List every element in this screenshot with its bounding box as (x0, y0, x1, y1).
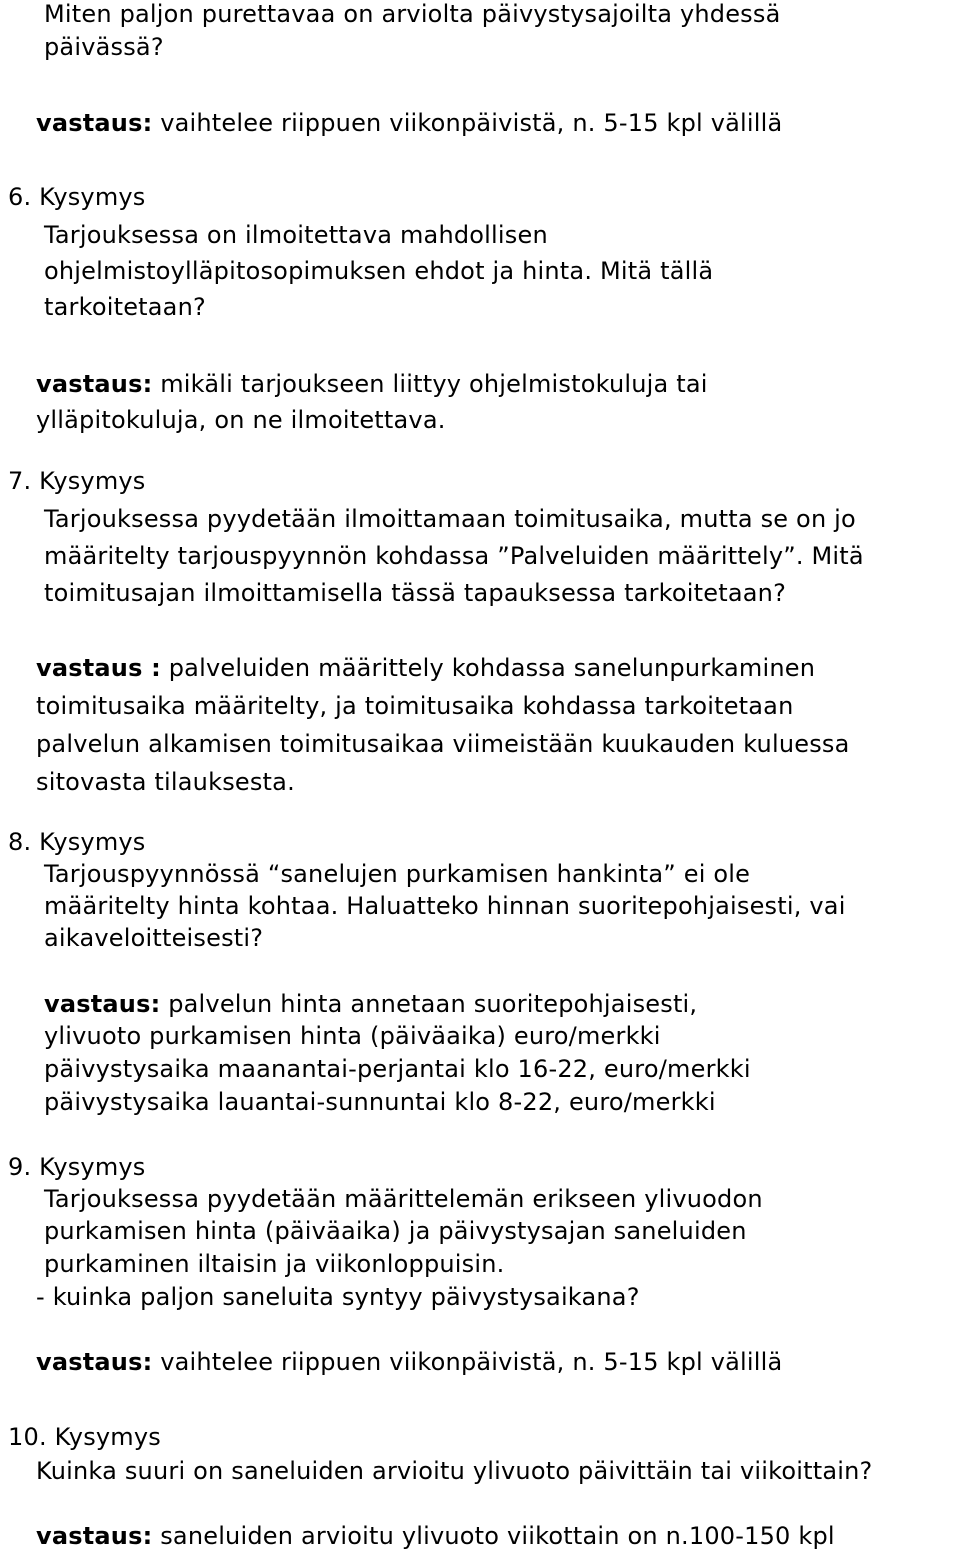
question-6-text-line-1: Tarjouksessa on ilmoitettava mahdollisen (44, 221, 548, 249)
question-7-heading: 7. Kysymys (8, 467, 146, 495)
question-7-text-line-3: toimitusajan ilmoittamisella tässä tapauksessa tarkoitetaan? (44, 579, 787, 607)
answer-8-text-1: palvelun hinta annetaan suoritepohjaisesti, (160, 990, 698, 1018)
question-6-text-line-3: tarkoitetaan? (44, 293, 206, 321)
answer-label: vastaus: (36, 109, 153, 137)
question-7-text-line-2: määritelty tarjouspyynnön kohdassa ”Palveluiden määrittely”. Mitä (44, 542, 864, 570)
answer-7-line-2: toimitusaika määritelty, ja toimitusaika kohdassa tarkoitetaan (36, 692, 794, 720)
answer-7-line-1 (36, 652, 815, 684)
answer-8-line-3: päivystysaika maanantai-perjantai klo 16-22, euro/merkki (44, 1055, 751, 1083)
question-9-text-line-4: - kuinka paljon saneluita syntyy päivystysaikana? (36, 1283, 640, 1311)
answer-7-line-4: sitovasta tilauksesta. (36, 768, 295, 796)
answer-6-text-1: mikäli tarjoukseen liittyy ohjelmistokuluja tai (152, 370, 708, 398)
answer-label: vastaus: (36, 1522, 153, 1550)
question-5-text-line-2: päivässä? (44, 33, 164, 61)
answer-6-line-2: ylläpitokuluja, on ne ilmoitettava. (36, 406, 446, 434)
question-10-text-line-1: Kuinka suuri on saneluiden arvioitu ylivuoto päivittäin tai viikoittain? (36, 1457, 873, 1485)
answer-9-text: vaihtelee riippuen viikonpäivistä, n. 5-15 kpl välillä (152, 1348, 783, 1376)
answer-7-text-1: palveluiden määrittely kohdassa sanelunpurkaminen (160, 654, 816, 682)
question-5-text-line-1: Miten paljon purettavaa on arviolta päivystysajoilta yhdessä (44, 0, 781, 28)
answer-5 (36, 107, 782, 139)
question-6-text-line-2: ohjelmistoylläpitosopimuksen ehdot ja hinta. Mitä tällä (44, 257, 714, 285)
question-7-text-line-1: Tarjouksessa pyydetään ilmoittamaan toimitusaika, mutta se on jo (44, 505, 856, 533)
answer-10 (36, 1520, 835, 1552)
answer-label: vastaus : (36, 654, 161, 682)
question-8-text-line-3: aikaveloitteisesti? (44, 924, 264, 952)
question-8-text-line-1: Tarjouspyynnössä “sanelujen purkamisen hankinta” ei ole (44, 860, 751, 888)
question-6-heading: 6. Kysymys (8, 183, 146, 211)
answer-8-line-1 (44, 988, 697, 1020)
question-9-text-line-2: purkamisen hinta (päiväaika) ja päivystysajan saneluiden (44, 1217, 747, 1245)
answer-5-text: vaihtelee riippuen viikonpäivistä, n. 5-15 kpl välillä (152, 109, 783, 137)
question-9-text-line-1: Tarjouksessa pyydetään määrittelemän erikseen ylivuodon (44, 1185, 763, 1213)
answer-6-line-1 (36, 368, 708, 400)
question-10-heading: 10. Kysymys (8, 1423, 161, 1451)
answer-9 (36, 1346, 782, 1378)
question-9-heading: 9. Kysymys (8, 1153, 146, 1181)
answer-label: vastaus: (36, 1348, 153, 1376)
answer-8-line-4: päivystysaika lauantai-sunnuntai klo 8-22, euro/merkki (44, 1088, 716, 1116)
answer-10-text: saneluiden arvioitu ylivuoto viikottain on n.100-150 kpl (152, 1522, 835, 1550)
answer-8-line-2: ylivuoto purkamisen hinta (päiväaika) euro/merkki (44, 1022, 661, 1050)
answer-7-line-3: palvelun alkamisen toimitusaikaa viimeistään kuukauden kuluessa (36, 730, 850, 758)
question-8-heading: 8. Kysymys (8, 828, 146, 856)
answer-label: vastaus: (44, 990, 161, 1018)
question-8-text-line-2: määritelty hinta kohtaa. Haluatteko hinnan suoritepohjaisesti, vai (44, 892, 846, 920)
answer-label: vastaus: (36, 370, 153, 398)
question-9-text-line-3: purkaminen iltaisin ja viikonloppuisin. (44, 1250, 505, 1278)
